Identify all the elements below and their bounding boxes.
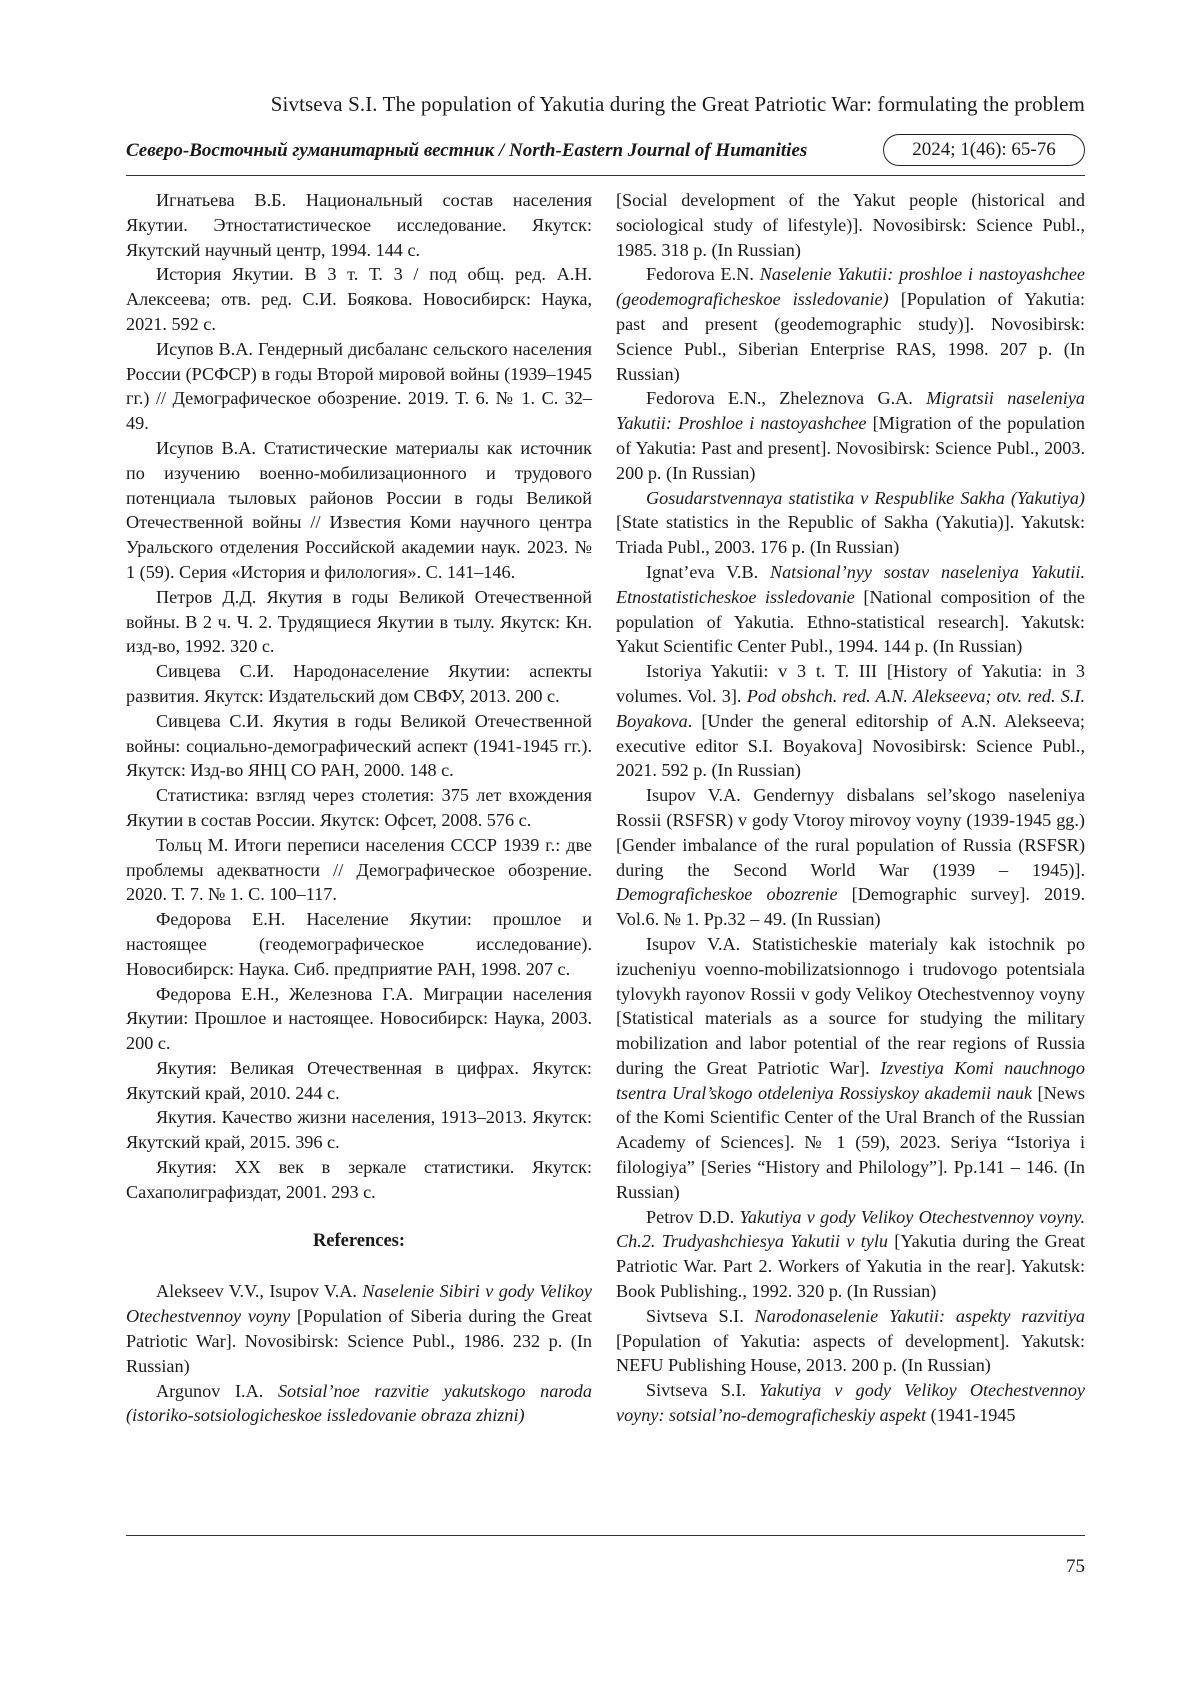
ref-text: [Population of Siberia during the Great Patriotic War]. Novosibirsk: Science Publ., 1986. 232 p. (In Russian): [126, 1306, 592, 1376]
reference-entry: [616, 1304, 1085, 1378]
reference-entry: [616, 659, 1085, 783]
ref-text: Petrov D.D.: [646, 1206, 740, 1227]
reference-entry: [616, 560, 1085, 659]
left-column: [126, 188, 592, 1428]
reference-entry: [616, 1205, 1085, 1304]
reference-entry: Федорова Е.Н. Население Якутии: прошлое и настоящее (геодемографическое исследование). Новосибирск: Наука. Сиб. предприятие РАН, 1998. 207 с.: [126, 909, 592, 979]
ref-text: . [Under the general editorship of A.N. Alekseeva; executive editor S.I. Boyakova] Novosibirsk: Science Publ., 2021. 592 p. (In Russian): [616, 710, 1085, 781]
reference-entry: [616, 932, 1085, 1205]
references-heading: References:: [312, 1230, 406, 1251]
reference-entry: Тольц М. Итоги переписи населения СССР 1939 г.: две проблемы адекватности // Демографическое обозрение. 2020. Т. 7. № 1. С. 100–117.: [126, 834, 592, 905]
ref-title: Narodonaselenie Yakutii: aspekty razvitiya: [754, 1305, 1085, 1326]
reference-entry: Сивцева С.И. Народонаселение Якутии: аспекты развития. Якутск: Издательский дом СВФУ, 2013. 200 с.: [126, 661, 592, 706]
reference-entry: [616, 386, 1085, 485]
ref-title: Yakutiya v gody Velikoy Otechestvennoy voyny: sotsial’no-demograficheskiy aspekt: [616, 1380, 1085, 1426]
ref-text: [Migration of the population of Yakutia: Past and present]. Novosibirsk: Science Publ., 2003. 200 p. (In Russian): [616, 413, 1086, 483]
ref-text: [National composition of the population of Yakutia. Ethno-statistical research]. Yakutsk: Yakut Scientific Center Publ., 1994. 144 p. (In Russian): [616, 586, 1086, 657]
ref-title: Naselenie Sibiri v gody Velikoy Otechestvennoy voyny: [126, 1281, 592, 1327]
reference-entry: [616, 262, 1085, 386]
reference-entry: Якутия: Великая Отечественная в цифрах. Якутск: Якутский край, 2010. 244 с.: [126, 1057, 592, 1103]
ref-text: [News of the Komi Scientific Center of the Ural Branch of the Russian Academy of Sciences]. № 1 (59), 2023. Seriya “Istoriya i filologiya” [Series “History and Philology”]. Pp.141 – 146. (In Russian): [616, 1082, 1085, 1202]
reference-entry: Исупов В.А. Статистические материалы как источник по изучению военно-мобилизационного и трудового потенциала тыловых районов России в годы Великой Отечественной войны // Известия Коми научного центра Уральского отделения Российской академии наук. 2023. № 1 (59). Серия «История и филология». С. 141–146.: [126, 437, 592, 582]
reference-entry: [616, 783, 1085, 932]
reference-entry: Игнатьева В.Б. Национальный состав населения Якутии. Этностатистическое исследование. Якутск: Якутский научный центр, 1994. 144 с.: [126, 190, 592, 260]
journal-header: [126, 134, 1085, 174]
reference-continuation: [Social development of the Yakut people (historical and sociological study of lifestyle)]. Novosibirsk: Science Publ., 1985. 318 p. (In Russian): [616, 190, 1085, 260]
header-divider: [126, 175, 1085, 176]
running-header-title: Sivtseva S.I. The population of Yakutia during the Great Patriotic War: formulating the problem: [270, 92, 1085, 116]
ref-text: Argunov I.A.: [156, 1380, 278, 1401]
reference-entry: Якутия: XX век в зеркале статистики. Якутск: Сахаполиграфиздат, 2001. 293 с.: [126, 1157, 592, 1202]
ref-title: Migratsii naseleniya Yakutii: Proshloe i nastoyashchee: [616, 388, 1085, 434]
reference-entry: Исупов В.А. Гендерный дисбаланс сельского населения России (РСФСР) в годы Второй мировой войны (1939–1945 гг.) // Демографическое обозрение. 2019. Т. 6. № 1. С. 32–49.: [126, 338, 592, 434]
reference-entry: [616, 1378, 1085, 1428]
ref-title: Yakutiya v gody Velikoy Otechestvennoy voyny. Ch.2. Trudyashchiesya Yakutii v tylu: [616, 1206, 1085, 1252]
ref-title: Naselenie Yakutii: proshloe i nastoyashchee (geodemograficheskoe issledovanie): [616, 264, 1085, 310]
ref-text: Sivtseva S.I.: [646, 1305, 755, 1326]
ref-title: Natsional’nyy sostav naseleniya Yakutii. Etnostatisticheskoe issledovanie: [616, 561, 1085, 607]
ref-title: Demograficheskoe obozrenie: [616, 884, 838, 905]
issue-badge: 2024; 1(46): 65-76: [883, 134, 1085, 166]
ref-text: [Yakutia during the Great Patriotic War. Part 2. Workers of Yakutia in the rear]. Yakutsk: Book Publishing., 1992. 320 p. (In Russian): [616, 1231, 1085, 1302]
ref-text: [State statistics in the Republic of Sakha (Yakutia)]. Yakutsk: Triada Publ., 2003. 176 p. (In Russian): [616, 512, 1085, 558]
ref-text: Ignat’eva V.B.: [646, 561, 770, 582]
ref-text: [Population of Yakutia: aspects of development]. Yakutsk: NEFU Publishing House, 2013. 200 p. (In Russian): [616, 1330, 1085, 1376]
ref-title: Pod obshch. red. A.N. Alekseeva; otv. red. S.I. Boyakova: [616, 685, 1085, 731]
reference-entry: Статистика: взгляд через столетия: 375 лет вхождения Якутии в состав России. Якутск: Офсет, 2008. 576 с.: [126, 785, 592, 830]
right-column: [616, 188, 1085, 1428]
ref-title: Izvestiya Komi nauchnogo tsentra Ural’skogo otdeleniya Rossiyskoy akademii nauk: [616, 1057, 1085, 1103]
ref-text: Sivtseva S.I.: [646, 1380, 760, 1401]
reference-entry: [616, 486, 1085, 560]
page-number: 75: [1066, 1556, 1085, 1577]
journal-name: Северо-Восточный гуманитарный вестник / North-Eastern Journal of Humanities: [126, 140, 808, 161]
ref-text: [Population of Yakutia: past and present (geodemographic study)]. Novosibirsk: Science Publ., Siberian Enterprise RAS, 1998. 207 p. (In Russian): [616, 289, 1085, 384]
ref-title: Sotsial’noe razvitie yakutskogo naroda (istoriko-sotsiologicheskoe issledovanie obraza zhizni): [126, 1380, 592, 1426]
ref-text: [Demographic survey]. 2019. Vol.6. № 1. Pp.32 – 49. (In Russian): [616, 884, 1085, 930]
reference-entry: [126, 1379, 592, 1429]
reference-entry: Петров Д.Д. Якутия в годы Великой Отечественной войны. В 2 ч. Ч. 2. Трудящиеся Якутии в тылу. Якутск: Кн. изд-во, 1992. 320 с.: [126, 586, 592, 657]
reference-entry: Сивцева С.И. Якутия в годы Великой Отечественной войны: социально-демографический аспект (1941-1945 гг.). Якутск: Изд-во ЯНЦ СО РАН, 2000. 148 с.: [126, 710, 592, 781]
reference-entry: Федорова Е.Н., Железнова Г.А. Миграции населения Якутии: Прошлое и настоящее. Новосибирск: Наука, 2003. 200 с.: [126, 983, 592, 1054]
ref-text: (1941-1945: [926, 1405, 1016, 1426]
reference-entry: История Якутии. В 3 т. Т. 3 / под общ. ред. А.Н. Алексеева; отв. ред. С.И. Боякова. Новосибирск: Наука, 2021. 592 с.: [126, 264, 592, 334]
ref-text: Istoriya Yakutii: v 3 t. T. III [History of Yakutia: in 3 volumes. Vol. 3].: [616, 661, 1085, 706]
ref-text: Alekseev V.V., Isupov V.A.: [156, 1281, 363, 1302]
footer-divider: [126, 1535, 1085, 1536]
ref-text: Isupov V.A. Gendernyy disbalans sel’skogo naseleniya Rossii (RSFSR) v gody Vtoroy mirovoy voyny (1939-1945 gg.) [Gender imbalance of the rural population of Russia (RSFSR) during the Second World War (1939 – 1945)].: [616, 785, 1085, 880]
reference-entry: [126, 1279, 592, 1378]
reference-entry: Якутия. Качество жизни населения, 1913–2013. Якутск: Якутский край, 2015. 396 с.: [126, 1107, 592, 1153]
ref-text: Isupov V.A. Statisticheskie materialy kak istochnik po izucheniyu voenno-mobilizatsionnogo i trudovogo potentsiala tylovykh rayonov Rossii v gody Velikoy Otechestvennoy voyny [Statistical materials as a source for studying the military mobilization and labor potential of the rear regions of Russia during the Great Patriotic War].: [616, 933, 1085, 1078]
ref-title: Gosudarstvennaya statistika v Respublike Sakha (Yakutiya): [646, 487, 1085, 508]
ref-text: Fedorova E.N., Zheleznova G.A.: [646, 388, 927, 409]
ref-text: Fedorova E.N.: [646, 264, 760, 285]
